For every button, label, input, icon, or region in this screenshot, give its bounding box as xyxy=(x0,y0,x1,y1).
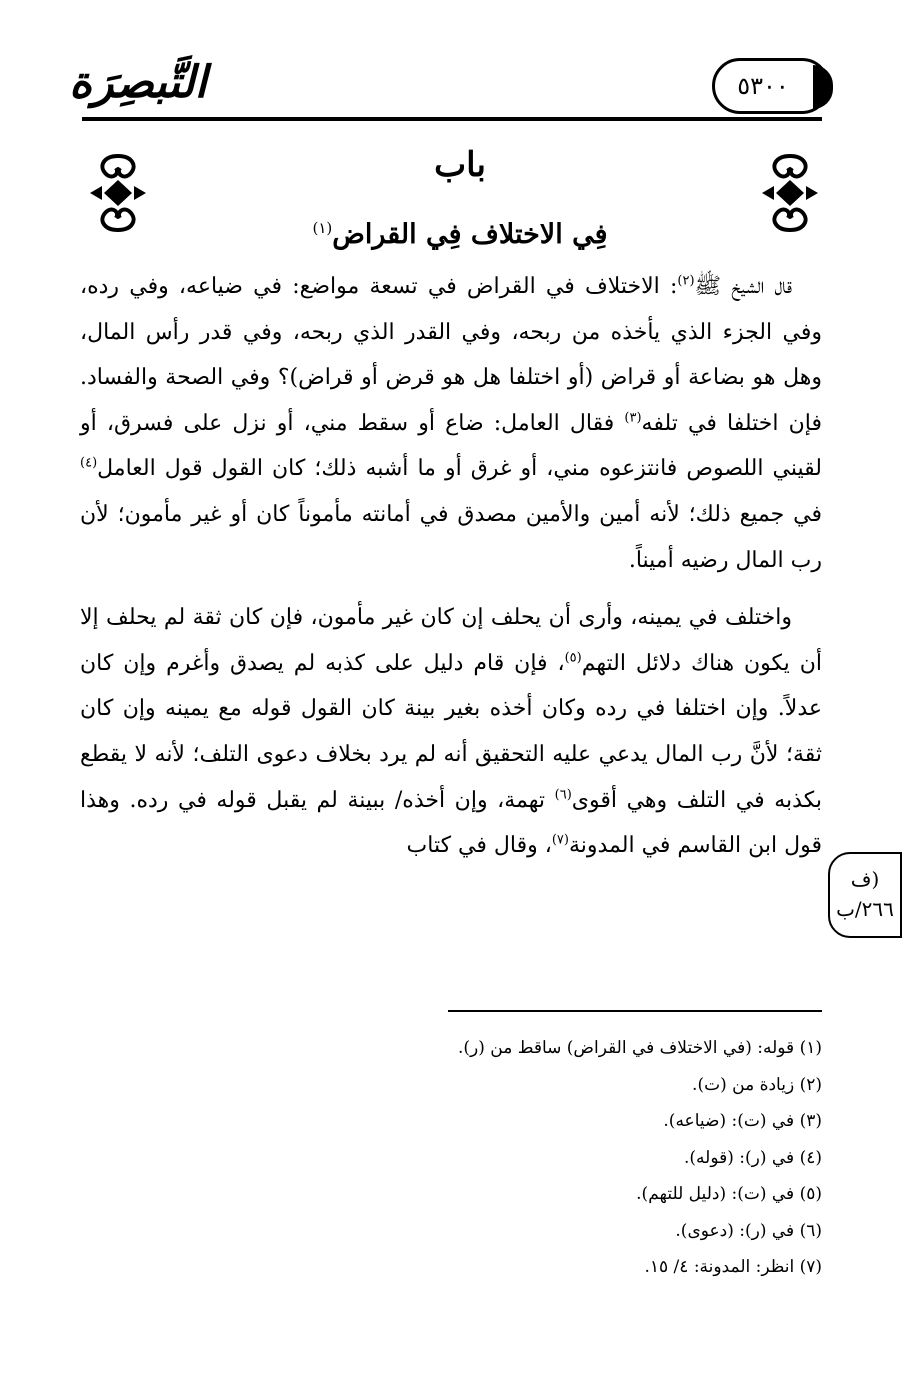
footnote-ref: (٢) xyxy=(677,273,695,289)
page-number: ٥٣٠٠ xyxy=(737,72,789,100)
chapter-subtitle xyxy=(180,206,740,257)
text-run: فقال العامل: ضاع أو سقط مني، أو نزل على فسرق، أو لقيني اللصوص فانتزعوه مني، أو غرق أو ما أشبه ذلك؛ كان القول قول العامل xyxy=(80,410,822,482)
footnote: (١) قوله: (في الاختلاف في القراض) ساقط من (ر). xyxy=(457,1038,822,1058)
footnote: (٧) انظر: المدونة: ٤/ ١٥. xyxy=(644,1257,822,1277)
ornament-right-icon xyxy=(760,150,820,236)
page-number-badge xyxy=(712,58,830,114)
footnote: (٢) زيادة من (ت). xyxy=(692,1074,822,1095)
footnote: (٦) في (ر): (دعوى). xyxy=(675,1220,822,1241)
footnote-ref: (٥) xyxy=(564,650,582,666)
text-run: ، وقال في كتاب xyxy=(406,833,552,859)
chapter-title: باب xyxy=(434,145,486,185)
margin-note-line: (ف xyxy=(850,867,880,891)
text-run: واختلف في يمينه، وأرى أن يحلف إن كان غير مأمون، فإن كان ثقة لم يحلف إلا أن يكون هناك دلائل التهم xyxy=(80,605,822,676)
book-title: التَّبصِرَة xyxy=(69,57,207,108)
paragraph xyxy=(80,595,822,869)
footnote-ref: (٦) xyxy=(554,787,572,803)
paragraph xyxy=(80,264,822,583)
header-rule xyxy=(82,117,822,121)
footnote: (٣) في (ت): (ضياعه). xyxy=(663,1111,822,1131)
footnotes xyxy=(80,1030,822,1286)
manuscript-margin-note xyxy=(828,852,902,938)
footnote: (٤) في (ر): (قوله). xyxy=(684,1147,822,1168)
footnote-ref: (٣) xyxy=(624,410,642,426)
footnote-ref: (٤) xyxy=(80,456,98,472)
footnote-ref: (٧) xyxy=(551,832,569,848)
footnote-ref: (١) xyxy=(312,219,333,237)
margin-note-line: ٢٦٦/ب xyxy=(836,897,894,921)
chapter-subtitle-text: فِي الاختلاف فِي القراض xyxy=(332,219,608,250)
text-run: في جميع ذلك؛ لأنه أمين والأمين مصدق في أمانته مأموناً كان أو غير مأمون؛ لأن رب المال رضيه أميناً. xyxy=(80,501,822,573)
text-run: ، فإن قام دليل على كذبه لم يصدق وأغرم وإن كان عدلاً. وإن اختلفا في رده وكان أخذه بغير بينة كان القول قوله مع يمينه وإن كان ثقة؛ لأنَّ رب المال يدعي عليه التحقيق أنه لم يرد بخلاف دعوى التلف؛ لأنه لا يقطع بكذبه في التلف وهي أقوى xyxy=(80,650,822,813)
ornament-left-icon xyxy=(88,150,148,236)
text-run: قال الشيخ ﷺ xyxy=(694,274,792,299)
text-run: : الاختلاف في القراض في تسعة مواضع: في ضياعه، وفي رده، وفي الجزء الذي يأخذه من ربحه، وفي القدر الذي ربحه، وفي قدر رأس المال، وهل هو بضاعة أو قراض (أو اختلفا هل هو قرض أو قراض)؟ وفي الصحة والفساد. فإن اختلفا في تلفه xyxy=(80,274,822,436)
footnote-rule xyxy=(448,1010,822,1012)
body-text xyxy=(80,264,822,869)
text-run: تهمة، وإن أخذه/ ببينة لم يقبل قوله في رده. وهذا قول ابن القاسم في المدونة xyxy=(80,787,822,859)
footnote: (٥) في (ت): (دليل للتهم). xyxy=(636,1184,822,1204)
